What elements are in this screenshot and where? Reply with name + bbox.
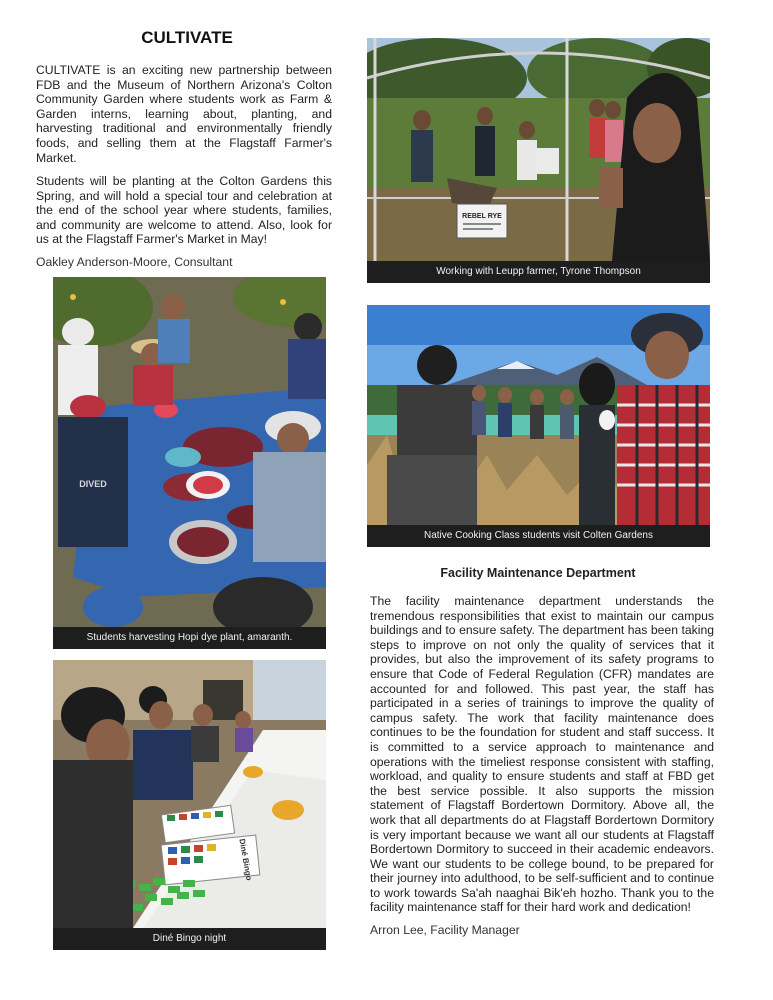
shirt-text: DIVED: [79, 479, 107, 489]
facility-maintenance-body: The facility maintenance department understands the tremendous responsibilities that exist to maintain our campus buildings and to ensure safety. The department has been taking steps to improve on not only the quality of services that it provides, but also the improvement of its safety programs to ensure that Code of Federal Regulation (CFR) mandates are accounted for and followed. This past year, the staff has participated in a series of trainings to improve the quality of campus safety. The work that facility maintenance does continues to be the foundation for student and staff success. It is committed to a service approach to maintenance and operations with the timeliest response consistent with staffing, workload, and quality to ensure students and staff at FBD get the best service possible. It also supports the mission statement of Flagstaff Bordertown Dormitory. Above all, the work that all departments do at Flagstaff Bordertown Dormitory is very important because we want all our students at Flagstaff Bordertown Dormitory to succeed in their academic endeavors. We want our students to be college bound, to be prepared for their journey into adulthood, to be self-sufficient and to continue to work towards Sa'ah naaghai Bik'eh hozho. Thank you to the facility maintenance staff for their hard work and dedication!: [370, 594, 714, 915]
dine-bingo-night-caption: Diné Bingo night: [53, 928, 326, 950]
leupp-farmer-caption: Working with Leupp farmer, Tyrone Thompson: [367, 261, 710, 283]
photo-amaranth-harvest: [53, 277, 326, 649]
amaranth-harvest-image: [53, 277, 326, 627]
cultivate-paragraph-2: Students will be planting at the Colton Gardens this Spring, and will hold a special tour and celebration at the end of the school year where students, families, and community are welcome to attend. Also, look for us at the Flagstaff Farmer's Market in May!: [36, 174, 332, 247]
cultivate-paragraph-1: CULTIVATE is an exciting new partnership between FDB and the Museum of Northern Arizona's Colton Community Garden where students work as Farm & Garden interns, learning about, planting, and harvesting traditional and environmentally friendly foods, and selling them at the Flagstaff Farmer's Market.: [36, 63, 332, 165]
bingo-card-text: Diné Bingo: [237, 837, 254, 882]
native-cooking-class-image: [367, 305, 710, 525]
photo-leupp-farmer: [367, 38, 710, 283]
cultivate-title: CULTIVATE: [141, 28, 233, 47]
cultivate-signature: Oakley Anderson-Moore, Consultant: [36, 255, 233, 269]
photo-dine-bingo-night: [53, 660, 326, 950]
amaranth-harvest-caption: Students harvesting Hopi dye plant, amaranth.: [53, 627, 326, 649]
leupp-farmer-image: [367, 38, 710, 261]
facility-maintenance-signature: Arron Lee, Facility Manager: [370, 923, 520, 937]
native-cooking-class-caption: Native Cooking Class students visit Colten Gardens: [367, 525, 710, 547]
dine-bingo-night-image: [53, 660, 326, 928]
rebel-rye-sign-text: REBEL RYE: [462, 213, 502, 220]
facility-maintenance-title: Facility Maintenance Department: [440, 566, 636, 580]
photo-native-cooking-class: [367, 305, 710, 547]
